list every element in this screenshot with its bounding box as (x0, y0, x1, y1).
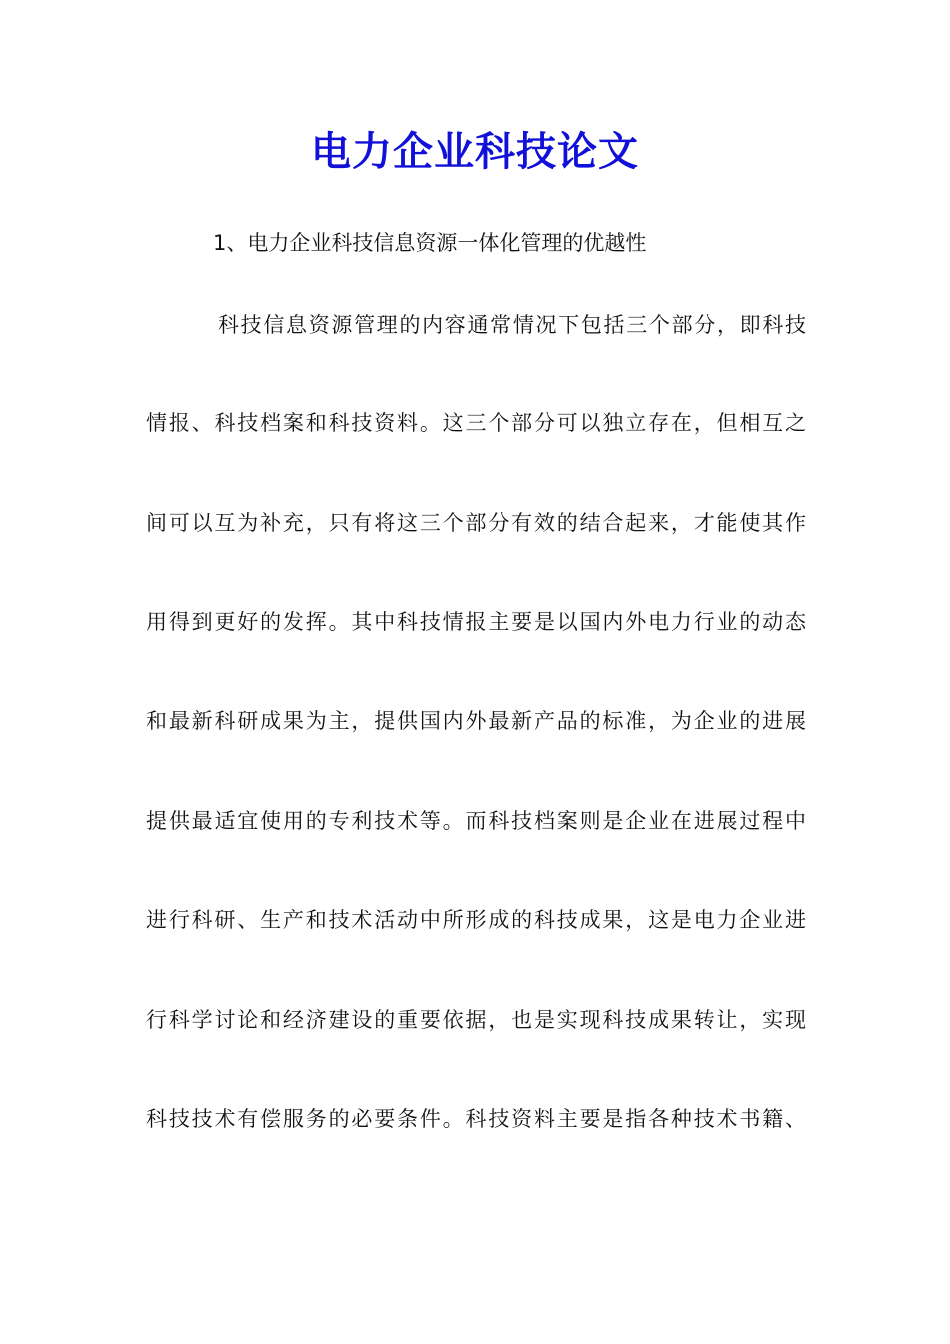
paragraph-line-8: 行科学讨论和经济建设的重要依据，也是实现科技成果转让，实现 (146, 1008, 806, 1032)
paragraph-line-4: 用得到更好的发挥。其中科技情报主要是以国内外电力行业的动态 (146, 610, 806, 634)
paragraph-line-9: 科技技术有偿服务的必要条件。科技资料主要是指各种技术书籍、 (146, 1107, 806, 1131)
document-title: 电力企业科技论文 (311, 128, 639, 175)
section-heading: 1、电力企业科技信息资源一体化管理的优越性 (213, 231, 647, 255)
paragraph-line-1: 科技信息资源管理的内容通常情况下包括三个部分，即科技 (218, 313, 806, 337)
paragraph-line-2: 情报、科技档案和科技资料。这三个部分可以独立存在，但相互之 (146, 411, 806, 435)
paragraph-line-6: 提供最适宜使用的专利技术等。而科技档案则是企业在进展过程中 (146, 809, 806, 833)
paragraph-line-5: 和最新科研成果为主，提供国内外最新产品的标准，为企业的进展 (146, 709, 806, 733)
paragraph-line-7: 进行科研、生产和技术活动中所形成的科技成果，这是电力企业进 (146, 908, 806, 932)
paragraph-line-3: 间可以互为补充，只有将这三个部分有效的结合起来，才能使其作 (146, 511, 806, 535)
